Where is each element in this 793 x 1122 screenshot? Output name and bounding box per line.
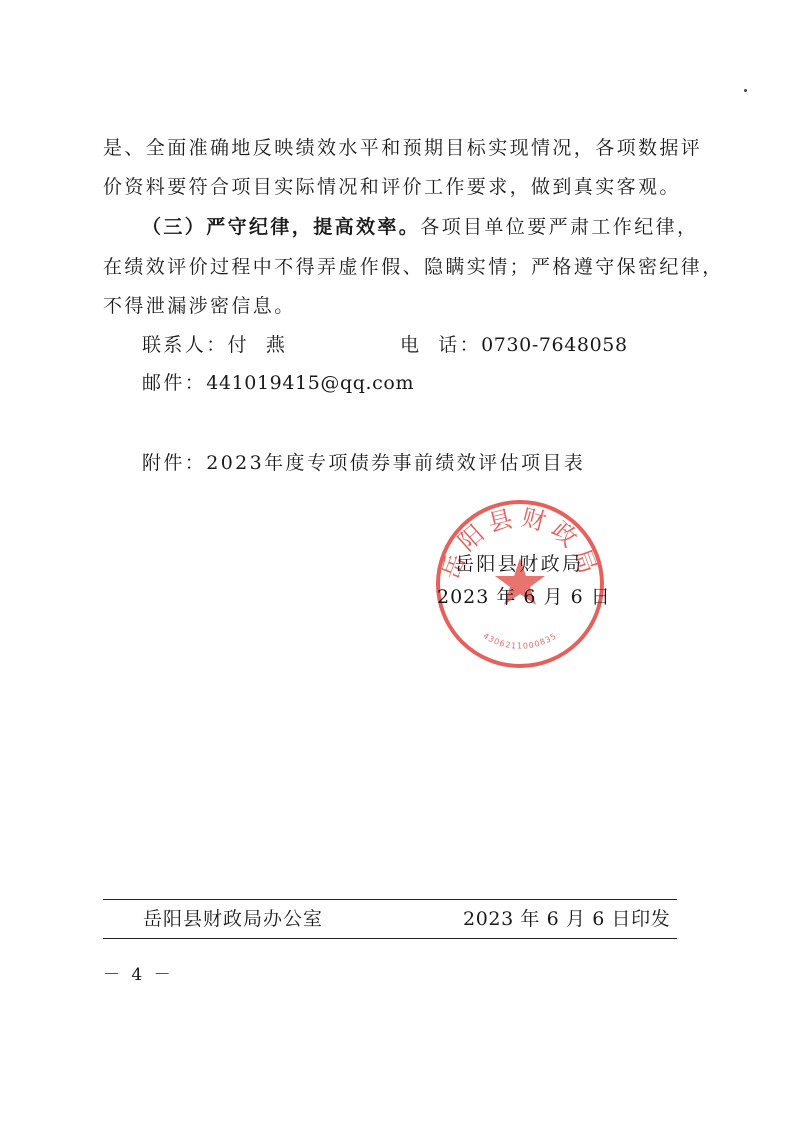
paragraph-line: 不得泄漏涉密信息。 — [103, 295, 296, 317]
contact-person-name: 付 燕 — [227, 334, 288, 356]
seal-code: 4306211000835 — [481, 631, 559, 651]
paragraph-line: 是、全面准确地反映绩效水平和预期目标实现情况，各项数据评 — [103, 137, 703, 159]
section-heading: （三）严守纪律，提高效率。 — [142, 216, 421, 238]
contact-person — [142, 333, 287, 357]
footer-top-rule — [103, 899, 677, 900]
contact-email-label: 邮件： — [142, 372, 207, 394]
contact-person-label: 联系人： — [142, 334, 228, 356]
seal-text: 岳阳县财政局 — [436, 503, 604, 583]
footer-office: 岳阳县财政局办公室 — [143, 908, 324, 930]
signature-date: 2023 年 6 月 6 日 — [437, 586, 611, 608]
attachment-line — [142, 451, 585, 475]
footer-bottom-rule — [103, 938, 677, 939]
svg-text:4306211000835 — [482, 631, 559, 651]
contact-phone-value: 0730-7648058 — [481, 334, 628, 356]
paragraph-line — [142, 215, 698, 239]
attachment-value: 2023年度专项债券事前绩效评估项目表 — [206, 452, 586, 474]
paragraph-line: 在绩效评价过程中不得弄虚作假、隐瞒实情；严格遵守保密纪律， — [103, 256, 724, 278]
contact-email-value: 441019415@qq.com — [206, 372, 415, 394]
paragraph-text: 各项目单位要严肃工作纪律， — [420, 216, 699, 238]
scan-speck — [744, 89, 747, 92]
footer-issued: 2023 年 6 月 6 日印发 — [463, 908, 671, 930]
signature-org: 岳阳县财政局 — [455, 553, 584, 575]
contact-phone — [400, 333, 628, 357]
contact-email — [142, 371, 414, 395]
official-seal — [432, 496, 608, 672]
paragraph-line: 价资料要符合项目实际情况和评价工作要求，做到真实客观。 — [103, 176, 681, 198]
page-number: － 4 － — [103, 965, 174, 985]
attachment-label: 附件： — [142, 452, 207, 474]
contact-phone-label: 电 话： — [400, 334, 482, 356]
